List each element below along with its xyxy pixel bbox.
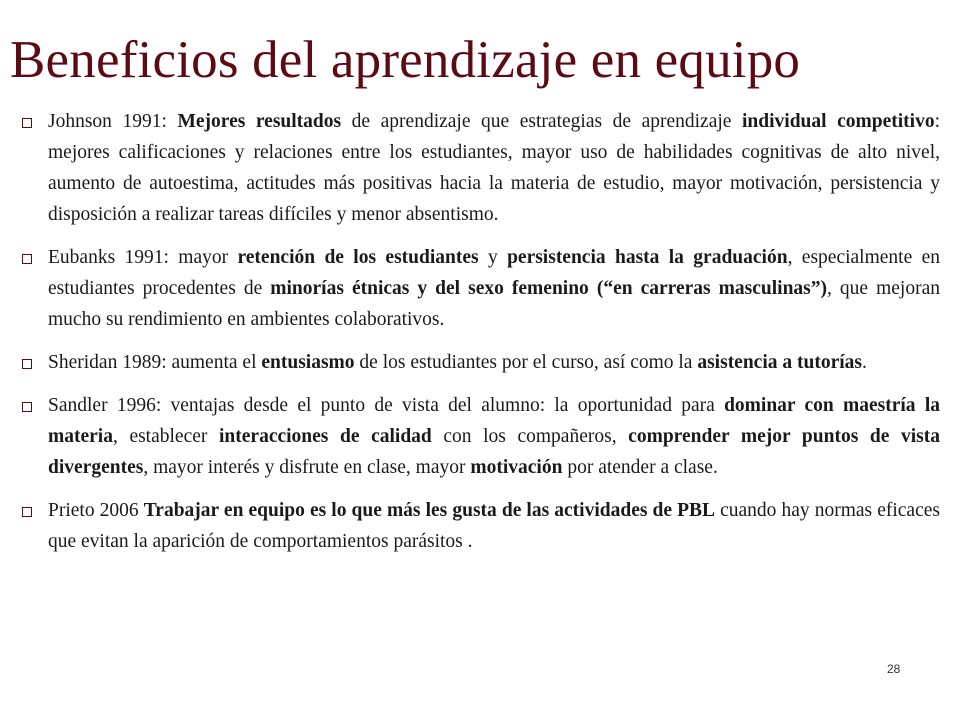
bullet-text-segment-bold: interacciones de calidad (219, 426, 432, 447)
bullet-text-segment: , que mejoran mucho su rendimiento en ambientes colaborativos. (48, 278, 940, 330)
bullet-text-segment-bold: minorías étnicas y del sexo femenino (“en carreras masculinas”) (270, 278, 828, 299)
bullet-text-segment: , establecer (112, 426, 219, 447)
bullet-text-segment-bold: asistencia a tutorías (697, 352, 862, 373)
bullet-text-segment: , mayor interés y disfrute en clase, mayor (143, 457, 471, 478)
bullet-text-segment: de aprendizaje que estrategias de aprendizaje (341, 111, 742, 132)
bullet-text-segment: con los compañeros, (431, 426, 629, 447)
bullet-text-segment-bold: comprender mejor puntos de vista divergentes (48, 426, 940, 478)
bullet-text-segment-bold: Mejores resultados (177, 111, 342, 132)
bullet-text-segment: por atender a clase. (562, 457, 718, 478)
bullet-text-segment: Sandler 1996: ventajas desde el punto de vista del alumno: la oportunidad para (48, 395, 725, 416)
bullet-text-segment: de los estudiantes por el curso, así como la (354, 352, 698, 373)
bullet-text-segment: Sheridan 1989: aumenta el (48, 352, 262, 373)
bullet-text-segment: Johnson 1991: (48, 111, 178, 132)
bullet-item (22, 347, 940, 378)
bullet-text-segment: Eubanks 1991: mayor (48, 247, 238, 268)
bullet-text-segment: Prieto 2006 (48, 500, 144, 521)
bullet-text-segment-bold: individual competitivo (742, 111, 935, 132)
bullet-text-segment-bold: entusiasmo (261, 352, 355, 373)
square-bullet-icon (22, 254, 32, 264)
bullet-text-segment: : mejores calificaciones y relaciones entre los estudiantes, mayor uso de habilidades cognitivas de alto nivel, aumento de autoestima, actitudes más positivas hacia la materia de estudio, mayor motivación, persistencia y disposición a realizar tareas difíciles y menor absentismo. (48, 111, 941, 225)
bullet-text-segment: y (478, 247, 508, 268)
slide-title: Beneficios del aprendizaje en equipo (10, 31, 801, 89)
square-bullet-icon (22, 507, 32, 517)
bullet-text-segment-bold: retención de los estudiantes (237, 247, 479, 268)
bullet-list (22, 106, 940, 569)
square-bullet-icon (22, 402, 32, 412)
bullet-text-segment: . (862, 352, 867, 373)
bullet-text-segment-bold: dominar con maestría la materia (48, 395, 940, 447)
bullet-item (22, 390, 940, 483)
square-bullet-icon (22, 359, 32, 369)
bullet-text-segment: cuando hay normas eficaces que evitan la aparición de comportamientos parásitos . (48, 500, 940, 552)
bullet-item (22, 495, 940, 557)
bullet-text-segment-bold: persistencia hasta la graduación (507, 247, 788, 268)
page-number: 28 (887, 662, 901, 676)
square-bullet-icon (22, 118, 32, 128)
bullet-text-segment-bold: Trabajar en equipo es lo que más les gusta de las actividades de PBL (143, 500, 716, 521)
bullet-item (22, 106, 940, 230)
bullet-text-segment: , especialmente en estudiantes procedentes de (48, 247, 940, 299)
bullet-item (22, 242, 940, 335)
bullet-text-segment-bold: motivación (470, 457, 563, 478)
